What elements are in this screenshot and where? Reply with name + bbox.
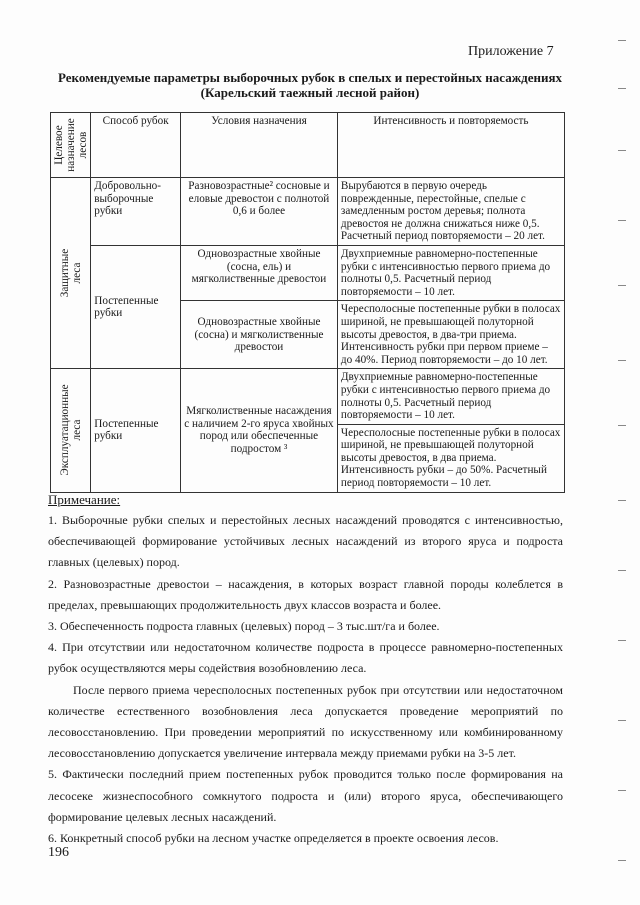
gradual-intensity-2: Чересполосные постепенные рубки в полосах шириной, не превышающей полуторной высоты древостоя, в два-три приема. Интенсивность рубки при первом приеме – до 40%. Период повторяемости – до 10 лет. xyxy=(337,301,564,369)
table-row xyxy=(51,178,565,246)
voluntary-intensity: Вырубаются в первую очередь поврежденные, перестойные, спелые с замедленным ростом деревья; полнота древостоя не должна снижаться ниже 0,5. Расчетный период повторяемости – 20 лет. xyxy=(337,178,564,246)
exploitation-conditions: Мягколиственные насаждения с наличием 2-го яруса хвойных пород или обеспеченные подростом ³ xyxy=(181,369,338,492)
gradual-conditions-1: Одновозрастные хвойные (сосна, ель) и мягколиственные древостои xyxy=(181,245,338,300)
scan-edge-marks xyxy=(616,30,630,890)
appendix-label: Приложение 7 xyxy=(468,44,554,59)
header-intensity: Интенсивность и повторяемость xyxy=(337,113,564,178)
note-4-continued: После первого приема чересполосных постепенных рубок при отсутствии или недостаточном количестве естественного возобновления леса допускается проведение мероприятий по лесовосстановлению. При проведении мероприятий по искусственному или комбинированному лесовосстановлению допускается увеличение интервала между приемами рубки на 3-5 лет. xyxy=(48,682,563,761)
exploitation-label-line-1: Эксплуатационные xyxy=(58,384,71,477)
header-purpose xyxy=(51,113,91,178)
notes-heading: Примечание: xyxy=(48,492,121,507)
voluntary-conditions: Разновозрастные² сосновые и еловые древостои с полнотой 0,6 и более xyxy=(181,178,338,246)
table-row xyxy=(51,245,565,300)
exploitation-forests-cell xyxy=(51,369,91,492)
header-method: Способ рубок xyxy=(91,113,181,178)
exploitation-label-line-2: леса xyxy=(70,420,83,441)
note-6: 6. Конкретный способ рубки на лесном участке определяется в проекте освоения лесов. xyxy=(48,831,499,846)
title-line-1: Рекомендуемые параметры выборочных рубок в спелых и перестойных насаждениях xyxy=(57,70,562,85)
protective-label-line-1: Защитные xyxy=(58,248,71,298)
note-3: 3. Обеспеченность подроста главных (целевых) пород – 3 тыс.шт/га и более. xyxy=(48,619,440,634)
header-purpose-line-3: лесов xyxy=(76,131,89,159)
table-row xyxy=(51,369,565,424)
header-purpose-line-2: назначение xyxy=(64,118,77,172)
gradual-conditions-2: Одновозрастные хвойные (сосна) и мягколиственные древостои xyxy=(181,301,338,369)
exploitation-intensity-2: Чересполосные постепенные рубки в полосах шириной, не превышающей полуторной высоты древостоя, в два приема. Интенсивность рубки – до 50%. Расчетный период повторяемости – 10 лет. xyxy=(337,424,564,492)
parameters-table xyxy=(50,112,565,493)
page-number: 196 xyxy=(48,845,69,860)
note-4: 4. При отсутствии или недостаточном количестве подроста в процессе равномерно-постепенных рубок осуществляются меры содействия возобновлению леса. xyxy=(48,640,563,676)
document-title xyxy=(40,70,580,100)
notes-section xyxy=(48,510,563,849)
protective-label-line-2: леса xyxy=(70,262,83,284)
note-1: 1. Выборочные рубки спелых и перестойных лесных насаждений проводятся с интенсивностью, обеспечивающей формирование устойчивых лесных насаждений из второго яруса и подроста главных (целевых) пород. xyxy=(48,513,563,570)
table-header-row xyxy=(51,113,565,178)
note-2: 2. Разновозрастные древостои – насаждения, в которых возраст главной породы колеблется в пределах, превышающих продолжительность двух классов возраста и более. xyxy=(48,576,563,612)
voluntary-method: Добровольно-выборочные рубки xyxy=(91,178,181,246)
protective-forests-cell xyxy=(51,178,91,369)
exploitation-intensity-1: Двухприемные равномерно-постепенные рубки с интенсивностью первого приема до полноты 0,5. Расчетный период повторяемости – 10 лет. xyxy=(337,369,564,424)
exploitation-method: Постепенные рубки xyxy=(91,369,181,492)
header-purpose-line-1: Целевое xyxy=(52,125,65,165)
title-line-2: (Карельский таежный лесной район) xyxy=(200,85,420,100)
gradual-intensity-1: Двухприемные равномерно-постепенные рубки с интенсивностью первого приема до полноты 0,5. Расчетный период повторяемости – 10 лет. xyxy=(337,245,564,300)
note-5: 5. Фактически последний прием постепенных рубок проводится только после формирования на лесосеке жизнеспособного сомкнутого подроста и (или) второго яруса, обеспечивающего формирование целевых лесных насаждений. xyxy=(48,767,563,824)
header-conditions: Условия назначения xyxy=(181,113,338,178)
gradual-method: Постепенные рубки xyxy=(91,245,181,368)
